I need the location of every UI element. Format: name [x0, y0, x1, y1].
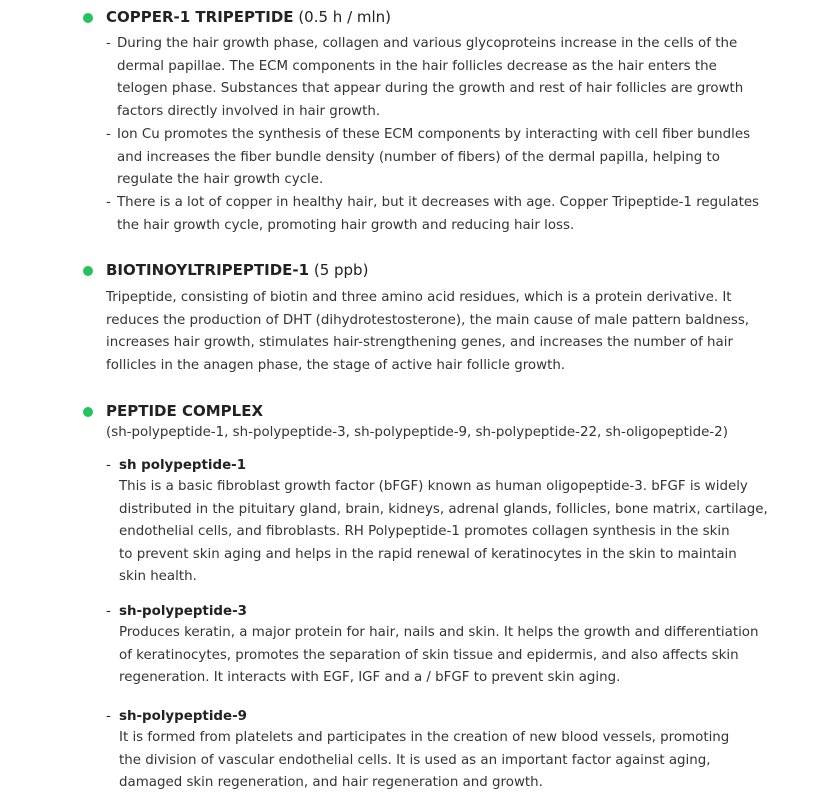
text-line: damaged skin regeneration, and hair regeneration and growth.: [119, 775, 543, 790]
text-line: reduces the production of DHT (dihydrotestosterone), the main cause of male pattern baldness,: [106, 312, 750, 328]
section-dose: (0.5 h / mln): [298, 8, 392, 26]
text-line: and increases the fiber bundle density (number of fibers) of the dermal papilla, helping to: [117, 149, 720, 165]
section-heading: [106, 400, 263, 422]
text-line: follicles in the anagen phase, the stage of active hair follicle growth.: [106, 357, 566, 373]
text-line: Tripeptide, consisting of biotin and three amino acid residues, which is a protein derivative. It: [106, 290, 732, 305]
item-heading: [106, 706, 247, 729]
section-title: COPPER-1 TRIPEPTIDE: [106, 8, 294, 26]
text-line: This is a basic fibroblast growth factor (bFGF) known as human oligopeptide-3. bFGF is widely: [119, 479, 748, 494]
text-line: of keratinocytes, promotes the separation of skin tissue and epidermis, and also affects skin: [119, 647, 739, 663]
item-name: sh-polypeptide-3: [119, 604, 247, 619]
green-bullet-icon: [83, 266, 93, 276]
section-heading: [106, 6, 391, 28]
section-heading: [106, 259, 368, 281]
text-line: regulate the hair growth cycle.: [117, 172, 324, 187]
text-line: telogen phase. Substances that appear during the growth and rest of hair follicles are growth: [117, 81, 744, 96]
text-line: increases hair growth, stimulates hair-strengthening genes, and increases the number of hair: [106, 335, 733, 350]
dash-marker: -: [106, 458, 111, 473]
section-subtitle: (sh-polypeptide-1, sh-polypeptide-3, sh-polypeptide-9, sh-polypeptide-22, sh-oligopeptide-2): [106, 425, 728, 440]
item-description: [119, 476, 779, 589]
text-line: distributed in the pituitary gland, brain, kidneys, adrenal glands, follicles, bone matrix, cartilage,: [119, 501, 768, 517]
section-dose: (5 ppb): [313, 261, 369, 279]
text-line: Ion Cu promotes the synthesis of these ECM components by interacting with cell fiber bundles: [117, 127, 751, 142]
item-name: sh polypeptide-1: [119, 458, 247, 473]
text-line: It is formed from platelets and participates in the creation of new blood vessels, promoting: [119, 730, 730, 745]
section-title: PEPTIDE COMPLEX: [106, 402, 264, 420]
dash-marker: -: [106, 36, 111, 51]
section-title: BIOTINOYLTRIPEPTIDE-1: [106, 261, 310, 279]
green-bullet-icon: [83, 13, 93, 23]
text-line: There is a lot of copper in healthy hair, but it decreases with age. Copper Tripeptide-1 regulates: [117, 195, 760, 210]
item-description: [119, 622, 779, 690]
section-paragraph: [106, 287, 766, 377]
text-line: skin health.: [119, 569, 197, 584]
dash-marker: -: [106, 195, 111, 210]
dash-marker: -: [106, 709, 111, 724]
item-heading: [106, 601, 247, 624]
item-heading: [106, 455, 246, 478]
text-line: the division of vascular endothelial cells. It is used as an important factor against aging,: [119, 752, 711, 768]
text-line: endothelial cells, and fibroblasts. RH Polypeptide-1 promotes collagen synthesis in the skin: [119, 524, 730, 539]
list-item: [106, 124, 776, 192]
item-description: [119, 727, 779, 795]
text-line: Produces keratin, a major protein for hair, nails and skin. It helps the growth and differentiation: [119, 625, 759, 640]
green-bullet-icon: [83, 407, 93, 417]
text-line: the hair growth cycle, promoting hair growth and reducing hair loss.: [117, 217, 575, 233]
dash-marker: -: [106, 604, 111, 619]
list-item: [106, 192, 776, 237]
text-line: During the hair growth phase, collagen and various glycoproteins increase in the cells of the: [117, 36, 738, 51]
item-name: sh-polypeptide-9: [119, 709, 247, 724]
text-line: regeneration. It interacts with EGF, IGF and a / bFGF to prevent skin aging.: [119, 670, 621, 685]
text-line: dermal papillae. The ECM components in the hair follicles decrease as the hair enters the: [117, 58, 717, 74]
dash-marker: -: [106, 127, 111, 142]
list-item: [106, 33, 776, 123]
text-line: to prevent skin aging and helps in the rapid renewal of keratinocytes in the skin to maintain: [119, 546, 737, 562]
text-line: factors directly involved in hair growth.: [117, 103, 381, 119]
